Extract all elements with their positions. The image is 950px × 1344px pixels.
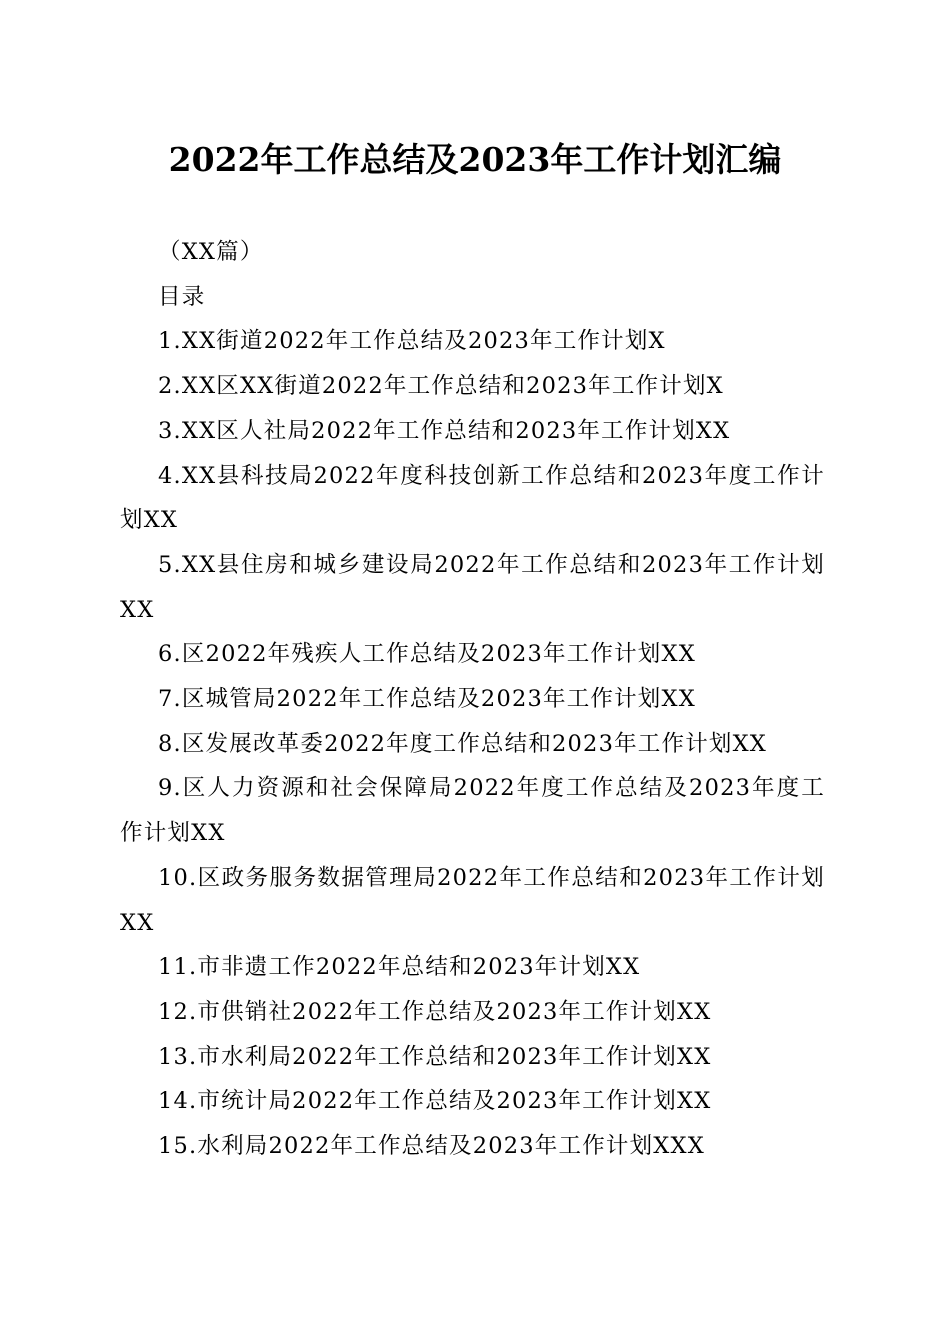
toc-item: 5.XX县住房和城乡建设局2022年工作总结和2023年工作计划XX xyxy=(120,551,825,623)
toc-item: 8.区发展改革委2022年度工作总结和2023年工作计划XX xyxy=(158,730,768,757)
toc-item: 3.XX区人社局2022年工作总结和2023年工作计划XX xyxy=(158,417,731,444)
toc-item: 13.市水利局2022年工作总结和2023年工作计划XX xyxy=(158,1043,712,1070)
toc-item: 10.区政务服务数据管理局2022年工作总结和2023年工作计划XX xyxy=(120,864,825,936)
toc-item: 2.XX区XX街道2022年工作总结和2023年工作计划X xyxy=(158,373,724,400)
subtitle: （XX篇） xyxy=(158,239,264,265)
toc-item: 9.区人力资源和社会保障局2022年度工作总结及2023年度工作计划XX xyxy=(120,775,825,847)
toc-item: 15.水利局2022年工作总结及2023年工作计划XXX xyxy=(158,1133,705,1160)
toc-item: 1.XX街道2022年工作总结及2023年工作计划X xyxy=(158,328,666,355)
toc-item: 6.区2022年残疾人工作总结及2023年工作计划XX xyxy=(158,641,696,668)
document-body xyxy=(120,230,825,1169)
toc-item: 7.区城管局2022年工作总结及2023年工作计划XX xyxy=(158,686,696,713)
toc-item: 14.市统计局2022年工作总结及2023年工作计划XX xyxy=(158,1088,712,1115)
toc-item: 11.市非遗工作2022年总结和2023年计划XX xyxy=(158,954,641,981)
document-title: 2022年工作总结及2023年工作计划汇编 xyxy=(168,140,782,179)
toc-item: 4.XX县科技局2022年度科技创新工作总结和2023年度工作计划XX xyxy=(120,462,825,534)
toc-heading: 目录 xyxy=(158,283,206,310)
toc-item: 12.市供销社2022年工作总结及2023年工作计划XX xyxy=(158,998,712,1025)
